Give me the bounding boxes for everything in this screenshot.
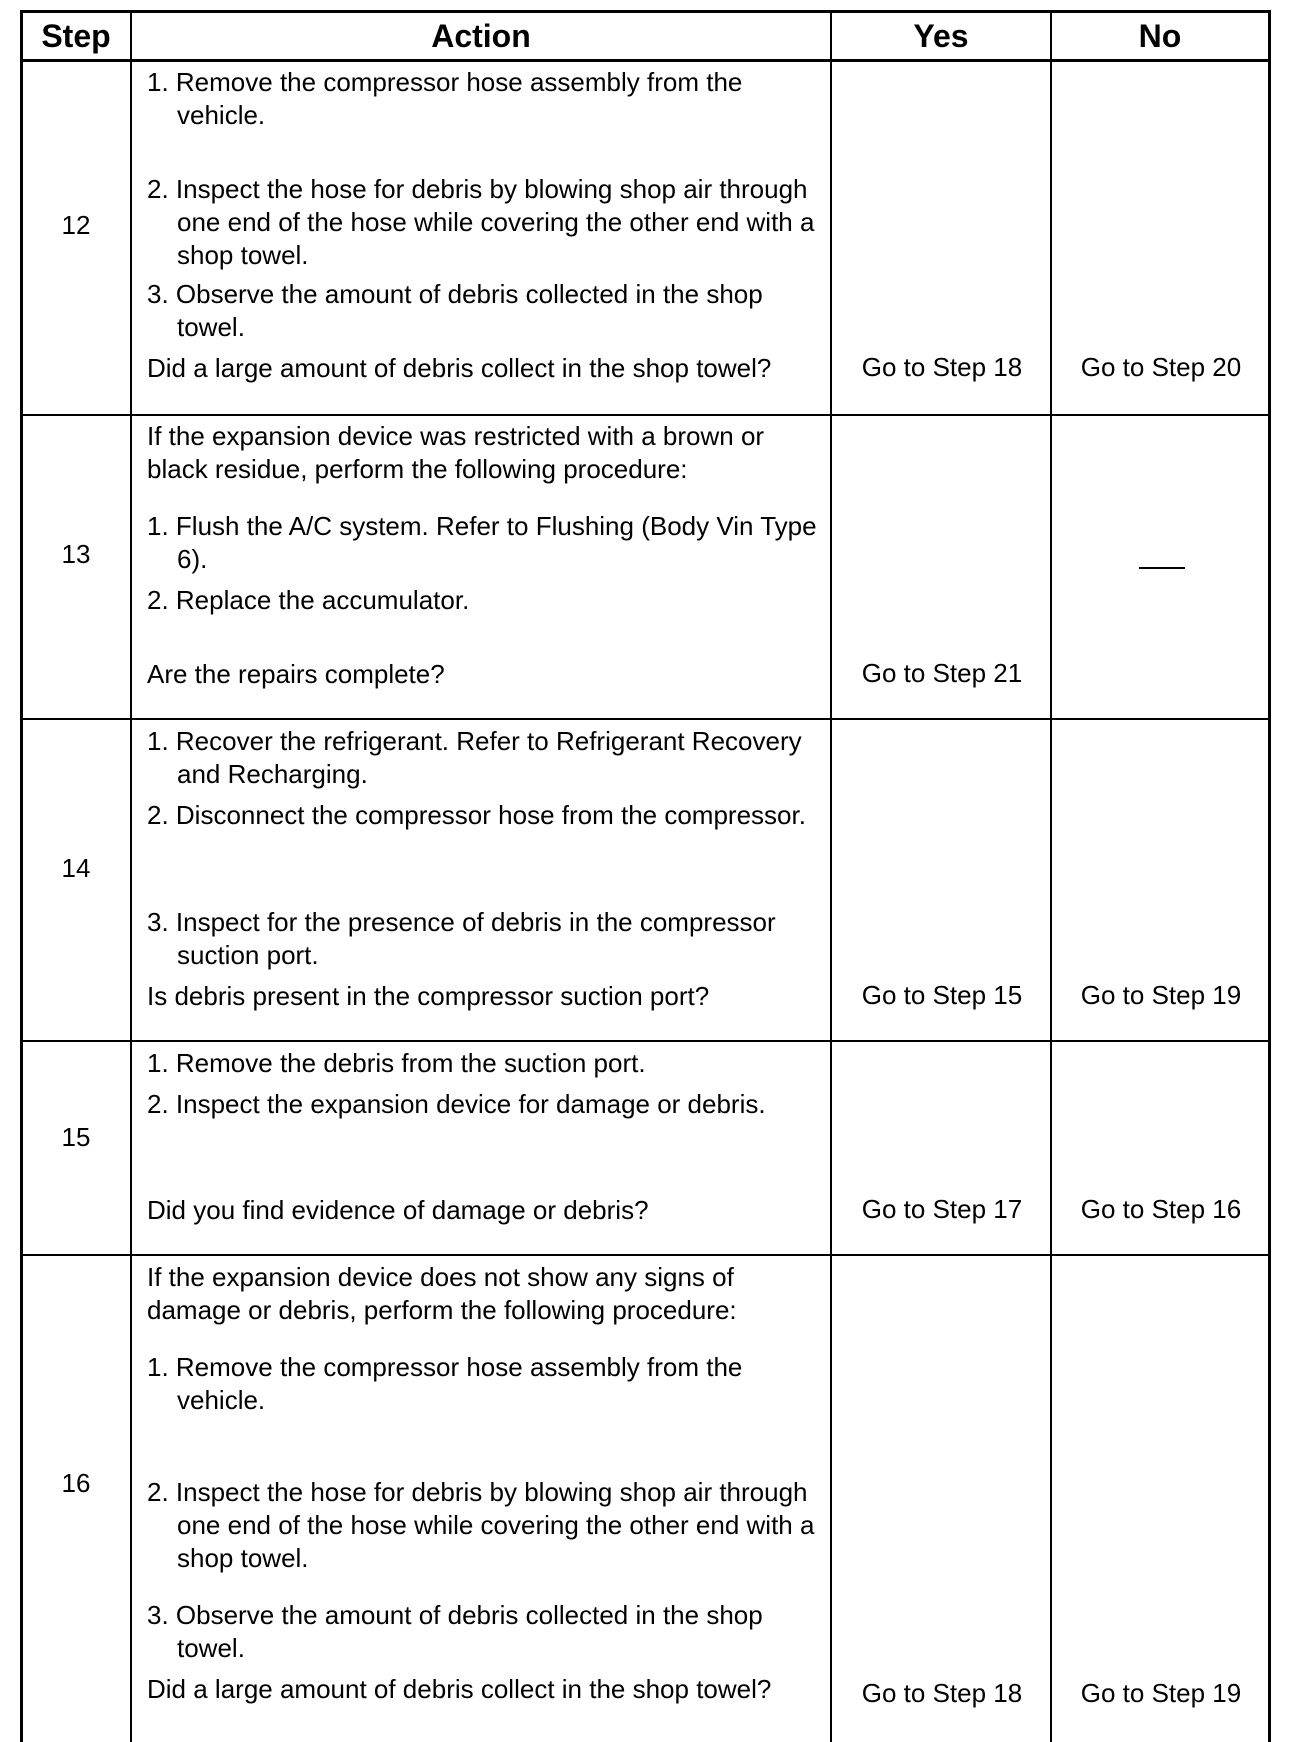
no-answer-dash: [1139, 567, 1185, 569]
action-item: 2. Inspect the hose for debris by blowing shop air through one end of the hose while covering the other end with a shop towel.: [147, 174, 815, 270]
step-number: 14: [61, 853, 91, 883]
yes-answer: Go to Step 18: [861, 352, 1023, 382]
action-question: Did you find evidence of damage or debris?: [147, 1195, 649, 1225]
column-divider-yes: [1050, 12, 1052, 1742]
action-question: Are the repairs complete?: [147, 659, 445, 689]
step-number: 12: [61, 210, 91, 240]
row-divider: [20, 414, 1271, 416]
row-divider: [20, 718, 1271, 720]
no-answer: Go to Step 20: [1080, 352, 1242, 382]
yes-answer: Go to Step 17: [861, 1194, 1023, 1224]
action-item: 1. Recover the refrigerant. Refer to Refrigerant Recovery and Recharging.: [147, 726, 802, 789]
action-question: Is debris present in the compressor suction port?: [147, 981, 710, 1011]
step-number: 13: [61, 539, 91, 569]
action-item: 1. Remove the compressor hose assembly from the vehicle.: [147, 67, 743, 130]
no-answer: Go to Step 19: [1080, 980, 1242, 1010]
action-intro: If the expansion device was restricted with a brown or black residue, perform the following procedure:: [147, 421, 765, 484]
row-divider: [20, 1254, 1271, 1256]
action-item: 1. Remove the debris from the suction port.: [147, 1048, 646, 1078]
action-item: 1. Remove the compressor hose assembly from the vehicle.: [147, 1352, 743, 1415]
yes-answer: Go to Step 18: [861, 1678, 1023, 1708]
column-divider-step: [130, 12, 132, 1742]
header-yes: Yes: [913, 17, 969, 54]
action-item: 2. Inspect the expansion device for damage or debris.: [147, 1089, 766, 1119]
action-item: 2. Replace the accumulator.: [147, 585, 470, 615]
no-answer: Go to Step 19: [1080, 1678, 1242, 1708]
action-question: Did a large amount of debris collect in the shop towel?: [147, 1674, 772, 1704]
header-no: No: [1138, 17, 1182, 54]
action-item: 3. Observe the amount of debris collected in the shop towel.: [147, 1600, 763, 1663]
column-divider-action: [830, 12, 832, 1742]
row-divider: [20, 1040, 1271, 1042]
action-item: 3. Inspect for the presence of debris in the compressor suction port.: [147, 907, 776, 970]
header-action: Action: [431, 17, 531, 54]
header-step: Step: [41, 17, 111, 54]
action-item: 2. Inspect the hose for debris by blowing shop air through one end of the hose while covering the other end with a shop towel.: [147, 1477, 815, 1573]
yes-answer: Go to Step 15: [861, 980, 1023, 1010]
action-intro: If the expansion device does not show any signs of damage or debris, perform the following procedure:: [147, 1262, 737, 1325]
step-number: 16: [61, 1468, 91, 1498]
action-item: 1. Flush the A/C system. Refer to Flushing (Body Vin Type 6).: [147, 511, 817, 574]
no-answer: Go to Step 16: [1080, 1194, 1242, 1224]
action-item: 3. Observe the amount of debris collected in the shop towel.: [147, 279, 763, 342]
yes-answer: Go to Step 21: [861, 658, 1023, 688]
table-border-right: [1268, 12, 1271, 1742]
action-item: 2. Disconnect the compressor hose from the compressor.: [147, 800, 806, 830]
step-number: 15: [61, 1122, 91, 1152]
action-question: Did a large amount of debris collect in the shop towel?: [147, 353, 772, 383]
